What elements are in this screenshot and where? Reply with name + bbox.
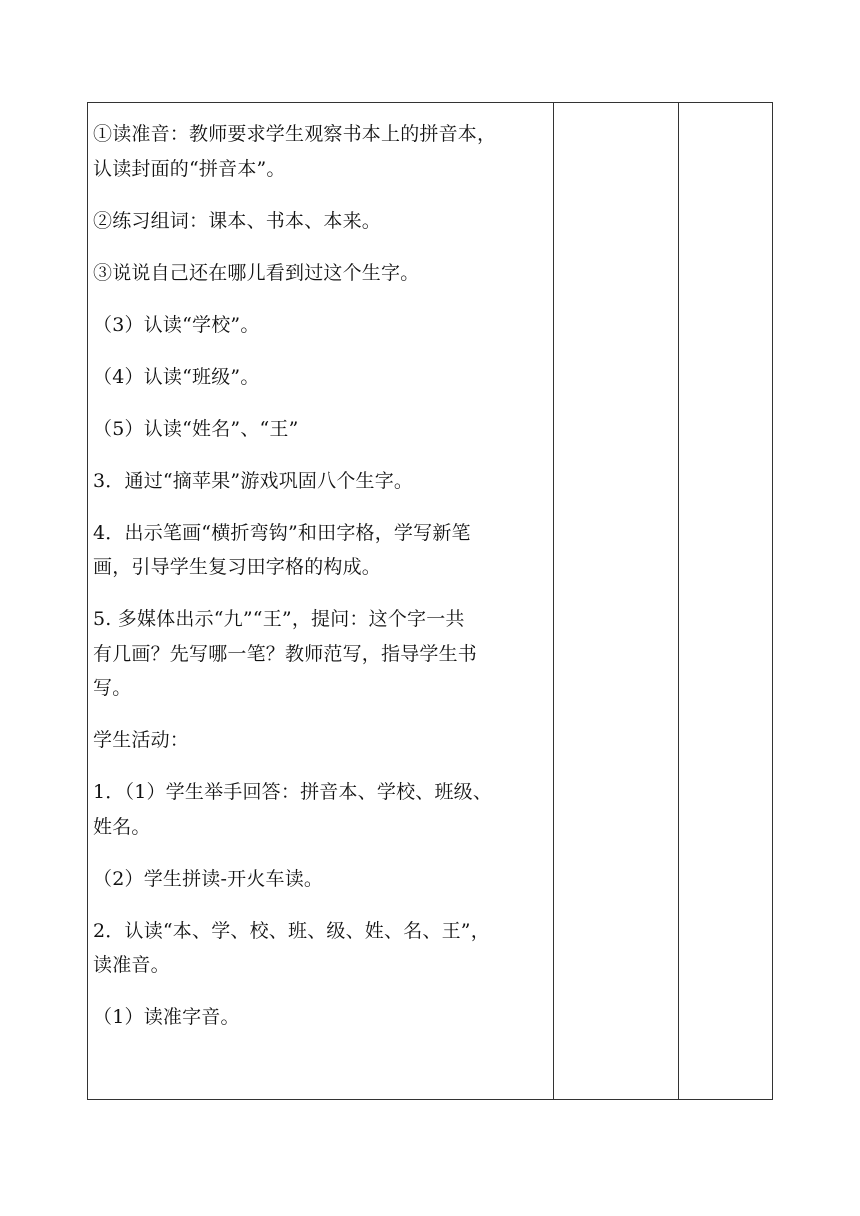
- text-line: 3．通过“摘苹果”游戏巩固八个生字。: [93, 469, 414, 492]
- paragraph-read-sound: [93, 1000, 547, 1035]
- text-line: （3）认读“学校”。: [93, 313, 260, 336]
- text-line: （1）读准字音。: [93, 1006, 240, 1028]
- text-line: 5. 多媒体出示“九”“王”，提问：这个字一共: [93, 608, 465, 630]
- paragraph-multimedia: [93, 602, 547, 706]
- paragraph-train-reading: [93, 862, 547, 897]
- text-line: （5）认读“姓名”、“王”: [93, 417, 299, 440]
- text-line: 画，引导学生复习田字格的构成。: [93, 556, 382, 578]
- paragraph-read-school: [93, 308, 547, 343]
- paragraph-where-seen: [93, 256, 547, 291]
- text-line: 读准音。: [93, 954, 170, 976]
- paragraph-word-practice: [93, 204, 547, 239]
- text-line: 2．认读“本、学、校、班、级、姓、名、王”，: [93, 919, 490, 942]
- text-line: ③说说自己还在哪儿看到过这个生字。: [93, 261, 420, 284]
- text-line: （2）学生拼读-开火车读。: [93, 867, 324, 890]
- column-divider-2: [678, 103, 679, 1099]
- paragraph-student-activity-heading: [93, 723, 547, 758]
- text-line: ①读准音：教师要求学生观察书本上的拼音本，: [93, 123, 497, 145]
- text-line: （4）认读“班级”。: [93, 365, 260, 388]
- text-line: 4．出示笔画“横折弯钩”和田字格，学写新笔: [93, 521, 471, 544]
- paragraph-new-stroke: [93, 516, 547, 585]
- paragraph-read-class: [93, 360, 547, 395]
- text-line: ②练习组词：课本、书本、本来。: [93, 209, 382, 232]
- paragraph-read-name: [93, 412, 547, 447]
- table-cell-main: [93, 117, 547, 1052]
- text-line: 认读封面的“拼音本”。: [93, 157, 286, 180]
- paragraph-read-pronunciation: [93, 117, 547, 186]
- text-line: 姓名。: [93, 815, 151, 838]
- text-line: 写。: [93, 677, 132, 699]
- text-line: 学生活动：: [93, 729, 190, 751]
- column-divider-1: [553, 103, 554, 1099]
- lesson-plan-table: [87, 102, 773, 1100]
- text-line: 有几画？先写哪一笔？教师范写，指导学生书: [93, 642, 478, 665]
- paragraph-apple-game: [93, 464, 547, 499]
- paragraph-read-characters: [93, 914, 547, 983]
- text-line: 1．（1）学生举手回答：拼音本、学校、班级、: [93, 781, 493, 803]
- paragraph-student-answer: [93, 775, 547, 844]
